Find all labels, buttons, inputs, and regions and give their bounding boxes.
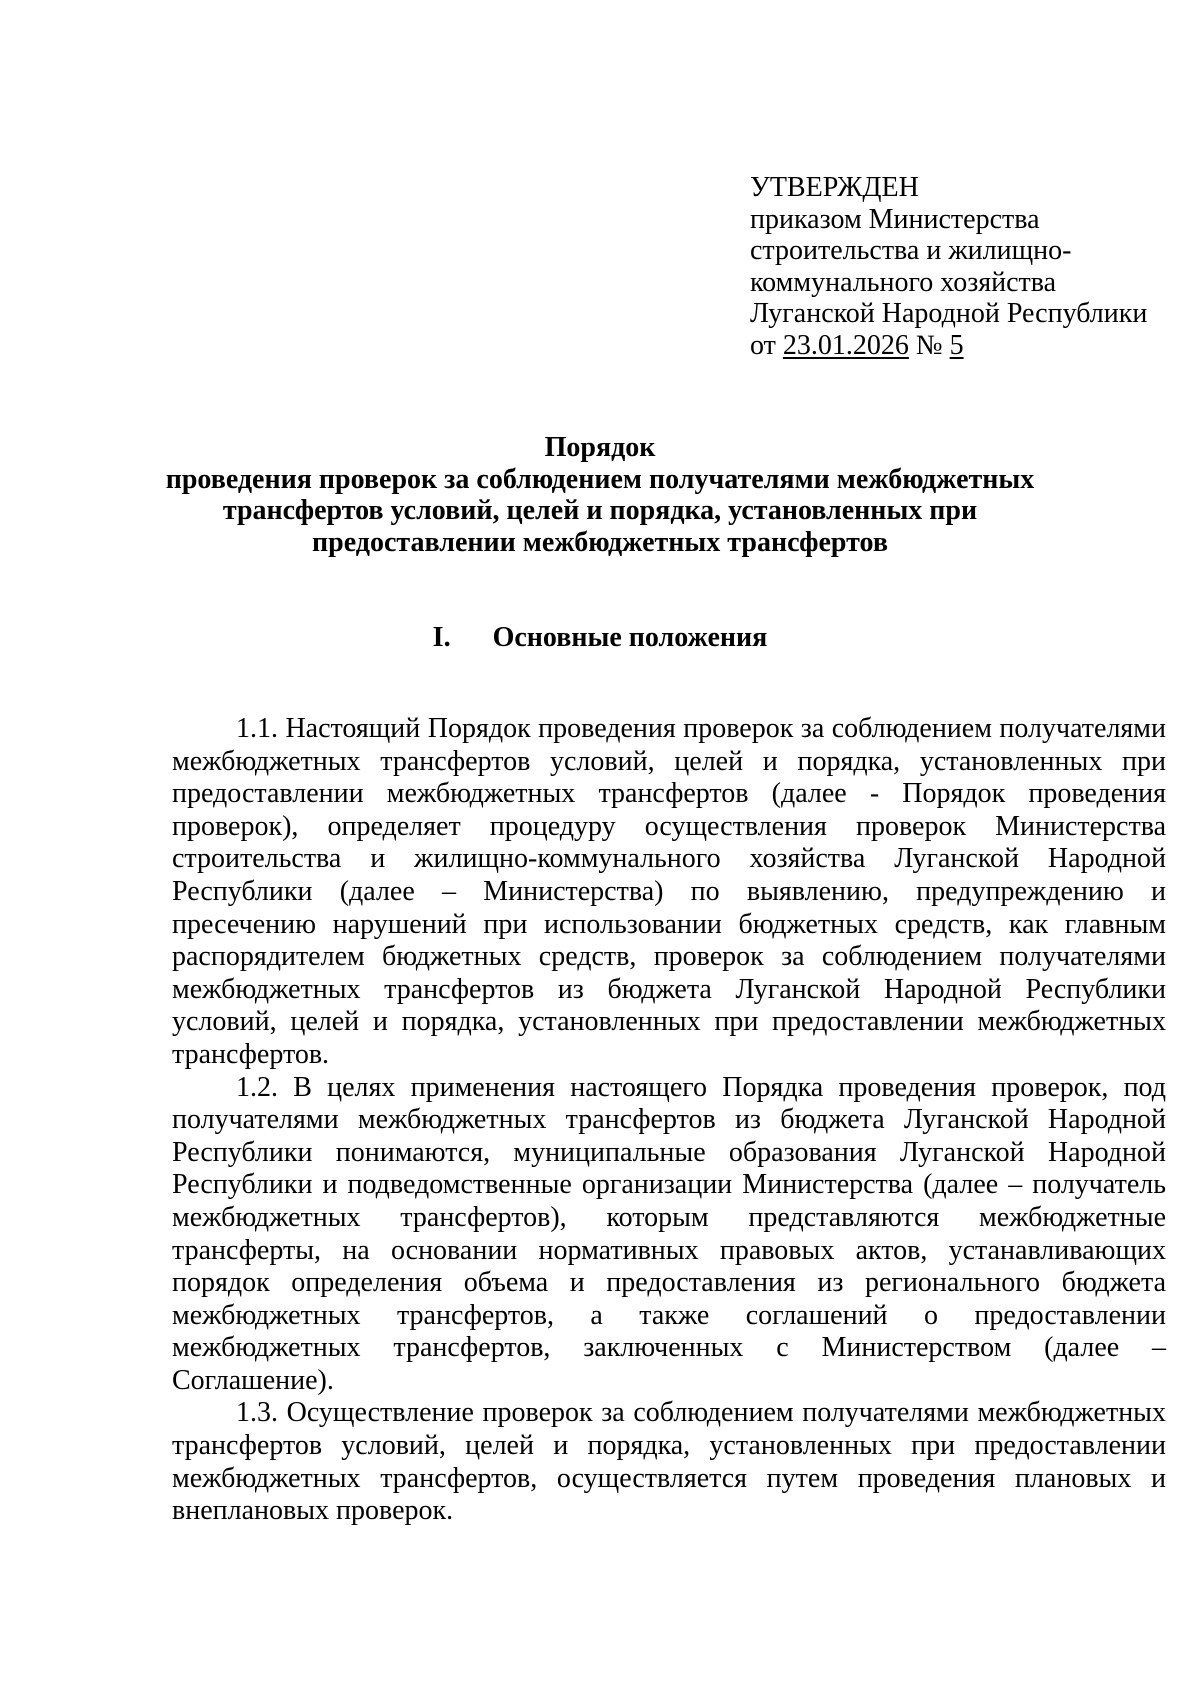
paragraph-1-2: 1.2. В целях применения настоящего Порядка проведения проверок, под получателями межбюджетных трансфертов из бюджета Луганской Народной Республики понимаются, муниципальные образования Луганской Народной Республики и подведомственные организации Министерства (далее – получатель межбюджетных трансфертов), которым представляются межбюджетные трансферты, на основании нормативных правовых актов, устанавливающих порядок определения объема и предоставления из регионального бюджета межбюджетных трансфертов, а также соглашений о предоставлении межбюджетных трансфертов, заключенных с Министерством (далее – Соглашение). bbox=[172, 1071, 1166, 1396]
approval-line: строительства и жилищно- bbox=[750, 235, 1072, 266]
paragraph-1-1: 1.1. Настоящий Порядок проведения проверок за соблюдением получателями межбюджетных трансфертов условий, целей и порядка, установленных при предоставлении межбюджетных трансфертов (далее - Порядок проведения проверок), определяет процедуру осуществления проверок Министерства строительства и жилищно-коммунального хозяйства Луганской Народной Республики (далее – Министерства) по выявлению, предупреждению и пресечению нарушений при использовании бюджетных средств, как главным распорядителем бюджетных средств, проверок за соблюдением получателями межбюджетных трансфертов из бюджета Луганской Народной Республики условий, целей и порядка, установленных при предоставлении межбюджетных трансфертов. bbox=[172, 713, 1166, 1070]
approval-date: 23.01.2026 bbox=[782, 329, 909, 361]
approval-block bbox=[750, 172, 1170, 361]
approval-number-sign: № bbox=[908, 329, 950, 361]
approval-line: Луганской Народной Республики bbox=[750, 298, 1148, 329]
body-text bbox=[172, 713, 1166, 1528]
title-line: трансфертов условий, целей и порядка, установленных при bbox=[222, 495, 978, 526]
section-heading bbox=[150, 622, 1050, 654]
approval-date-line bbox=[750, 330, 1170, 362]
title-line: предоставлении межбюджетных трансфертов bbox=[312, 526, 888, 558]
approval-line: коммунального хозяйства bbox=[750, 266, 1057, 298]
section-title: Основные положения bbox=[492, 622, 768, 653]
approval-number: 5 bbox=[949, 329, 964, 361]
section-number: I. bbox=[432, 622, 451, 653]
title-line: Порядок bbox=[544, 432, 656, 463]
document-title bbox=[150, 432, 1050, 558]
approval-date-prefix: от bbox=[750, 329, 783, 361]
approval-line: приказом Министерства bbox=[750, 203, 1040, 235]
paragraph-1-3: 1.3. Осуществление проверок за соблюдением получателями межбюджетных трансфертов условий, целей и порядка, установленных при предоставлении межбюджетных трансфертов, осуществляется путем проведения плановых и внеплановых проверок. bbox=[172, 1397, 1166, 1527]
title-line: проведения проверок за соблюдением получателями межбюджетных bbox=[165, 463, 1035, 495]
approval-heading: УТВЕРЖДЕН bbox=[750, 172, 919, 203]
